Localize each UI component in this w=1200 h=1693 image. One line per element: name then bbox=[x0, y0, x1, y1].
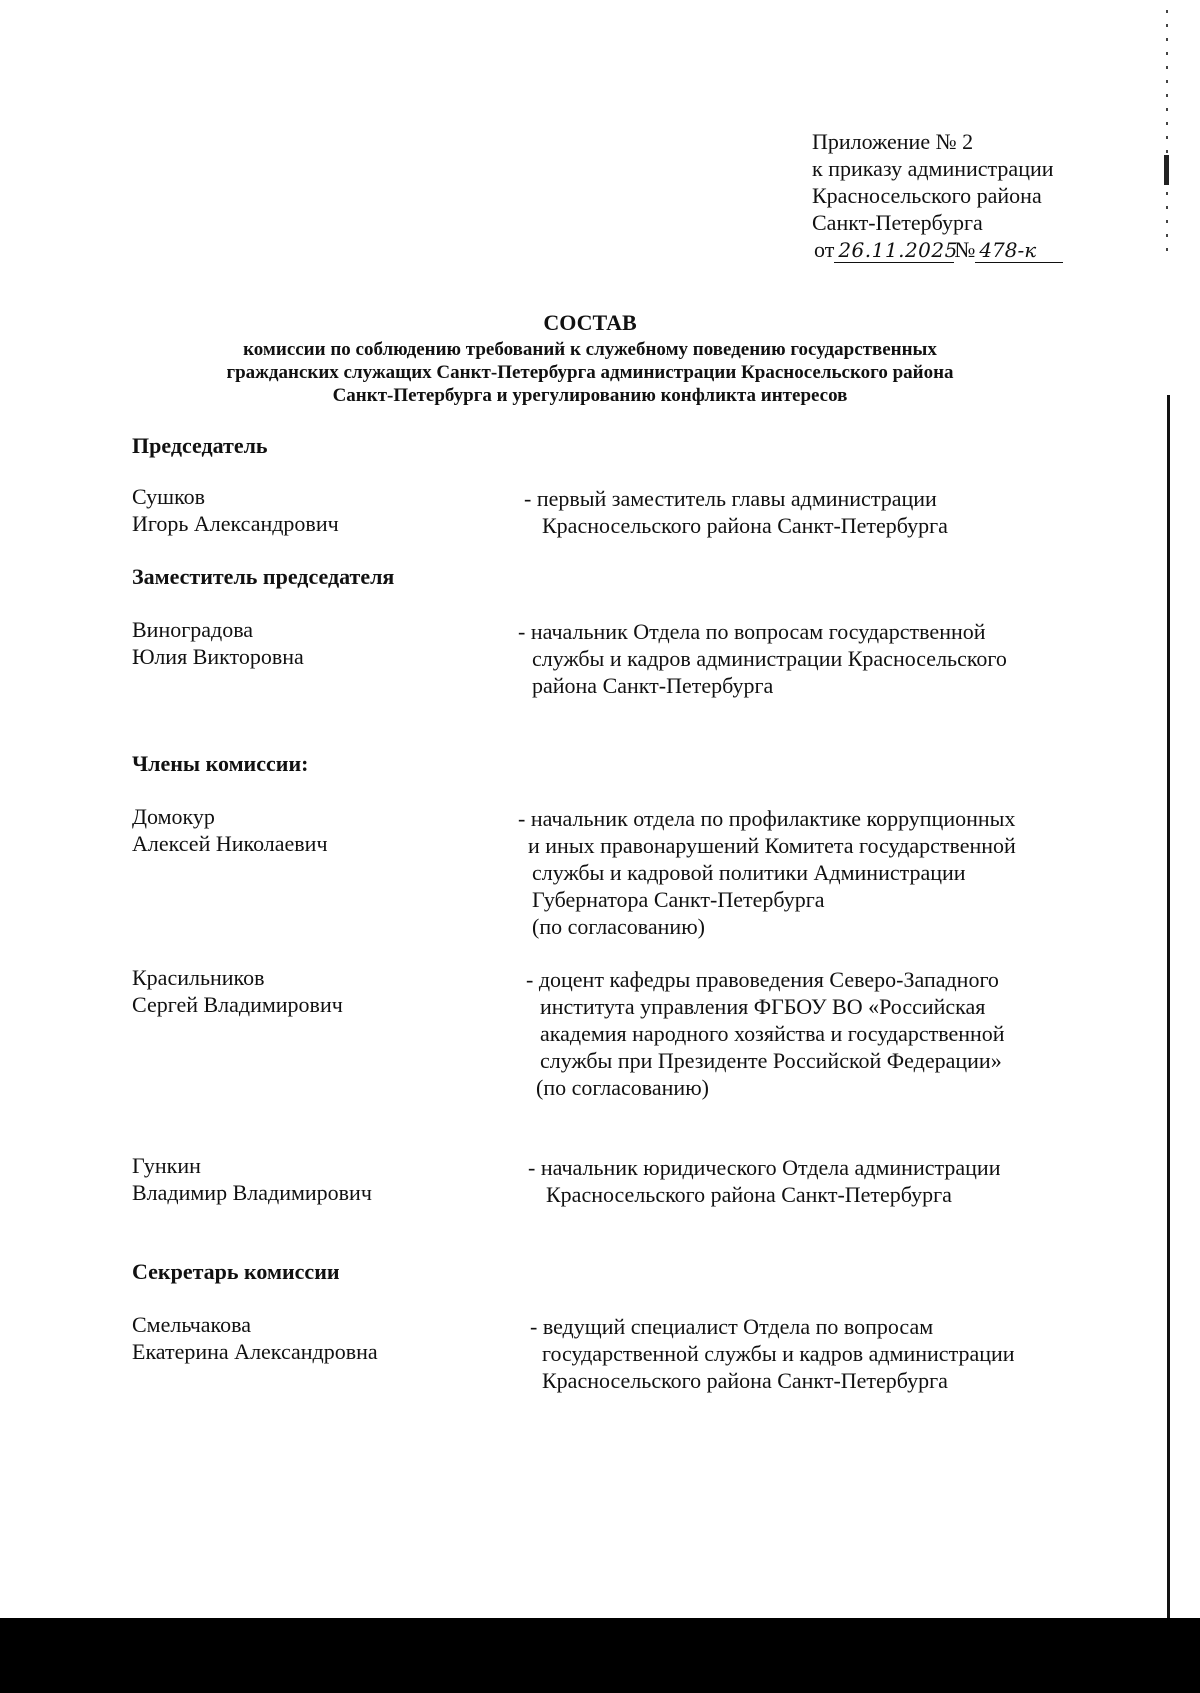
member-2-name bbox=[132, 964, 343, 1018]
role-line: Красносельского района Санкт-Петербурга bbox=[542, 513, 948, 538]
annex-order-ref: к приказу администрации bbox=[812, 156, 1054, 181]
annex-date-line bbox=[812, 236, 1063, 263]
subtitle-line-2: гражданских служащих Санкт-Петербурга администрации Красносельского района bbox=[226, 362, 954, 383]
role-line: (по согласованию) bbox=[536, 1075, 709, 1100]
role-line: - первый заместитель главы администрации bbox=[524, 486, 937, 511]
person-surname: Виноградова bbox=[132, 617, 254, 642]
scan-edge-mark bbox=[1164, 155, 1169, 185]
annex-title: Приложение № 2 bbox=[812, 129, 974, 154]
role-line: - начальник Отдела по вопросам государственной bbox=[518, 619, 986, 644]
handwritten-number: 478-к bbox=[975, 238, 1063, 263]
person-surname: Гункин bbox=[132, 1153, 201, 1178]
role-line: (по согласованию) bbox=[532, 914, 705, 939]
secretary-name bbox=[132, 1311, 378, 1365]
annex-district: Красносельского района bbox=[812, 183, 1042, 208]
heading-deputy: Заместитель председателя bbox=[132, 564, 395, 589]
person-given-names: Алексей Николаевич bbox=[132, 831, 328, 856]
person-given-names: Екатерина Александровна bbox=[132, 1339, 378, 1364]
annex-city: Санкт-Петербурга bbox=[812, 210, 983, 235]
heading-members: Члены комиссии: bbox=[132, 751, 309, 776]
member-3-name bbox=[132, 1152, 372, 1206]
role-line: службы и кадров администрации Красносельского bbox=[532, 646, 1007, 671]
document-title: СОСТАВ bbox=[543, 310, 637, 335]
role-line: Губернатора Санкт-Петербурга bbox=[532, 887, 825, 912]
member-2-role bbox=[526, 966, 1005, 1101]
person-given-names: Игорь Александрович bbox=[132, 511, 339, 536]
number-prefix: № bbox=[954, 237, 976, 262]
role-line: - начальник юридического Отдела администрации bbox=[528, 1155, 1001, 1180]
role-line: государственной службы и кадров администрации bbox=[542, 1341, 1015, 1366]
heading-secretary: Секретарь комиссии bbox=[132, 1259, 340, 1284]
role-line: - доцент кафедры правоведения Северо-Западного bbox=[526, 967, 999, 992]
person-given-names: Юлия Викторовна bbox=[132, 644, 304, 669]
role-line: академия народного хозяйства и государственной bbox=[540, 1021, 1005, 1046]
handwritten-date: 26.11.2025 bbox=[834, 238, 954, 263]
document-title-block bbox=[130, 310, 1050, 407]
heading-chairman: Председатель bbox=[132, 433, 268, 458]
role-line: - начальник отдела по профилактике коррупционных bbox=[518, 806, 1016, 831]
role-line: службы и кадровой политики Администрации bbox=[532, 860, 966, 885]
role-line: службы при Президенте Российской Федерации» bbox=[540, 1048, 1002, 1073]
person-surname: Красильников bbox=[132, 965, 265, 990]
person-surname: Сушков bbox=[132, 484, 206, 509]
scan-edge-dots bbox=[1166, 10, 1168, 260]
subtitle-line-3: Санкт-Петербурга и урегулированию конфликта интересов bbox=[332, 385, 848, 406]
chairman-role bbox=[524, 485, 948, 539]
role-line: - ведущий специалист Отдела по вопросам bbox=[530, 1314, 934, 1339]
deputy-role bbox=[518, 618, 1007, 699]
role-line: района Санкт-Петербурга bbox=[532, 673, 774, 698]
person-given-names: Владимир Владимирович bbox=[132, 1180, 372, 1205]
scan-edge-line bbox=[1167, 395, 1170, 1618]
subtitle-line-1: комиссии по соблюдению требований к служебному поведению государственных bbox=[243, 339, 937, 360]
chairman-name bbox=[132, 483, 339, 537]
member-1-name bbox=[132, 803, 328, 857]
deputy-name bbox=[132, 616, 304, 670]
scan-bottom-bar bbox=[0, 1618, 1200, 1693]
annex-block bbox=[812, 128, 1063, 263]
person-surname: Смельчакова bbox=[132, 1312, 251, 1337]
member-3-role bbox=[528, 1154, 1000, 1208]
role-line: Красносельского района Санкт-Петербурга bbox=[546, 1182, 952, 1207]
person-given-names: Сергей Владимирович bbox=[132, 992, 343, 1017]
role-line: Красносельского района Санкт-Петербурга bbox=[542, 1368, 948, 1393]
person-surname: Домокур bbox=[132, 804, 215, 829]
secretary-role bbox=[530, 1313, 1015, 1394]
member-1-role bbox=[518, 805, 1016, 940]
role-line: института управления ФГБОУ ВО «Российская bbox=[540, 994, 986, 1019]
date-prefix: от bbox=[814, 237, 835, 262]
role-line: и иных правонарушений Комитета государственной bbox=[528, 833, 1016, 858]
